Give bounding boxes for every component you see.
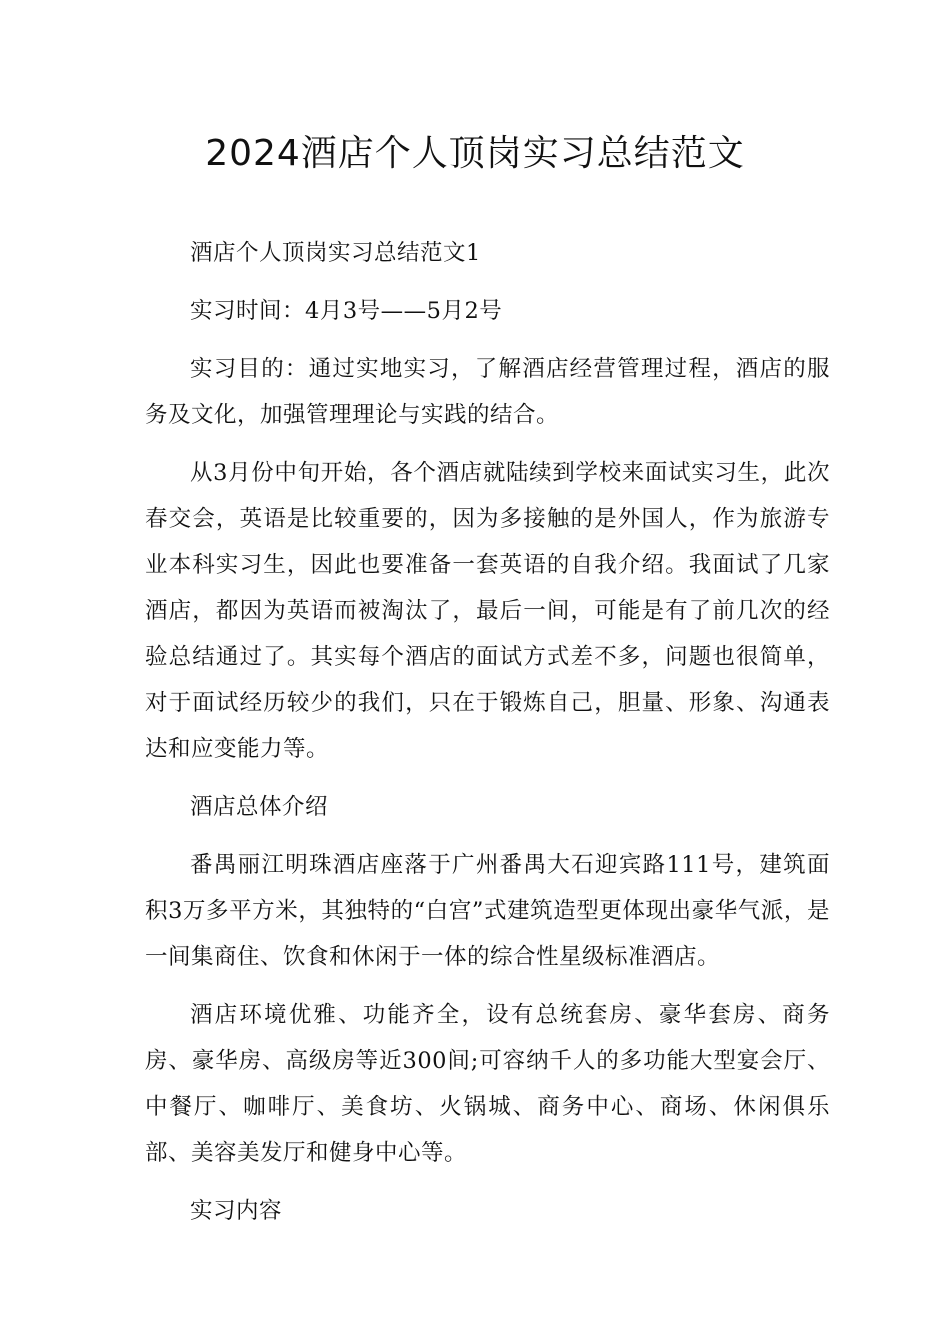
hotel-location-paragraph: 番禺丽江明珠酒店座落于广州番禺大石迎宾路111号，建筑面积3万多平方米，其独特的“白宫”式建筑造型更体现出豪华气派，是一间集商住、饮食和休闲于一体的综合性星级标准酒店。 <box>145 852 830 970</box>
internship-content-heading: 实习内容 <box>190 1198 283 1224</box>
interview-paragraph: 从3月份中旬开始，各个酒店就陆续到学校来面试实习生，此次春交会，英语是比较重要的，因为多接触的是外国人，作为旅游专业本科实习生，因此也要准备一套英语的自我介绍。我面试了几家酒店，都因为英语而被淘汰了，最后一间，可能是有了前几次的经验总结通过了。其实每个酒店的面试方式差不多，问题也很简单，对于面试经历较少的我们，只在于锻炼自己，胆量、形象、沟通表达和应变能力等。 <box>145 460 830 762</box>
document-title: 2024酒店个人顶岗实习总结范文 <box>205 133 745 174</box>
document-body <box>145 230 830 1246</box>
internship-period: 实习时间：4月3号——5月2号 <box>190 298 503 324</box>
section-heading: 酒店个人顶岗实习总结范文1 <box>190 240 481 266</box>
hotel-intro-heading: 酒店总体介绍 <box>190 794 329 820</box>
hotel-facilities-paragraph: 酒店环境优雅、功能齐全，设有总统套房、豪华套房、商务房、豪华房、高级房等近300间;可容纳千人的多功能大型宴会厅、中餐厅、咖啡厅、美食坊、火锅城、商务中心、商场、休闲俱乐部、美容美发厅和健身中心等。 <box>145 1002 830 1166</box>
internship-purpose: 实习目的：通过实地实习，了解酒店经营管理过程，酒店的服务及文化，加强管理理论与实践的结合。 <box>145 356 830 428</box>
